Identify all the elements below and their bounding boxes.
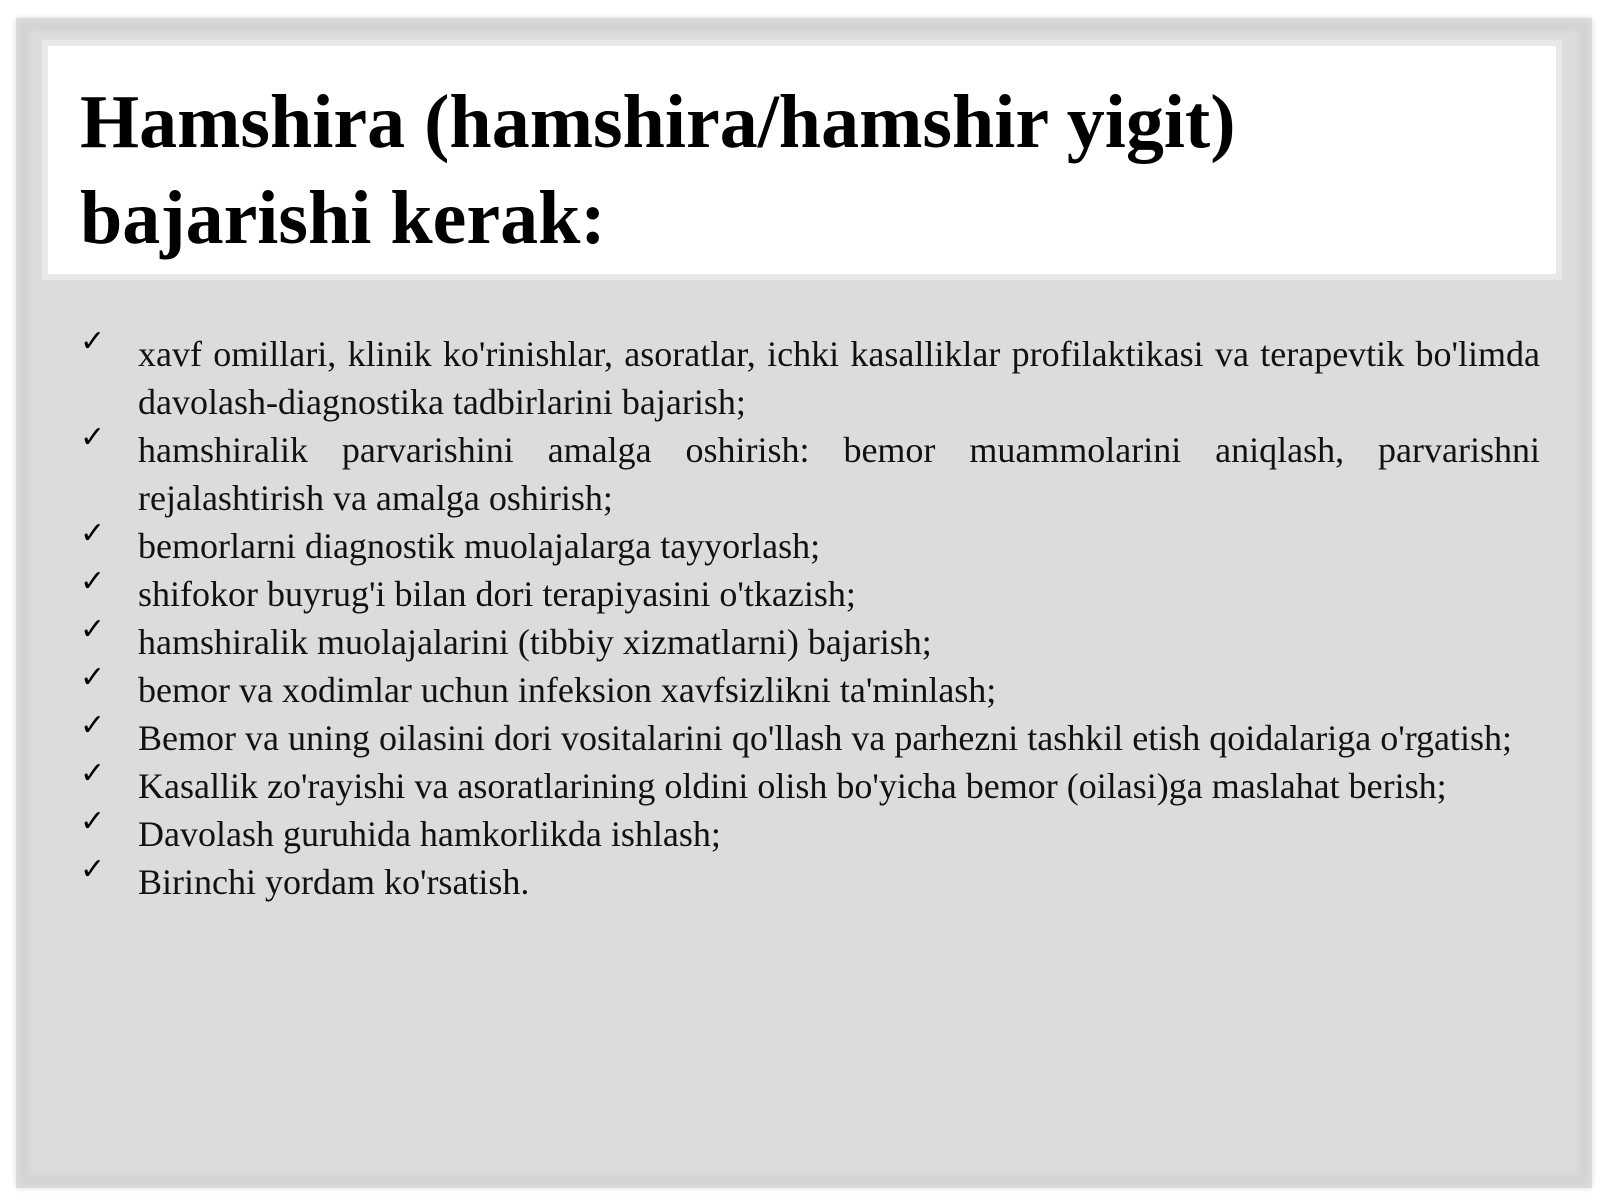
list-item-text: xavf omillari, klinik ko'rinishlar, asoratlar, ichki kasalliklar profilaktikasi va terapevtik bo'limda davolash-diagnostika tadbirlarini bajarish;: [138, 334, 1540, 422]
slide: [16, 18, 1592, 1188]
list-item-text: Davolash guruhida hamkorlikda ishlash;: [138, 814, 721, 854]
list-item: [80, 516, 1540, 570]
list-item: [80, 420, 1540, 522]
checkmark-icon: ✓: [80, 516, 106, 551]
list-item: [80, 756, 1540, 810]
title-box: [48, 46, 1556, 274]
list-item: [80, 612, 1540, 666]
checkmark-icon: ✓: [80, 804, 106, 839]
list-item: [80, 660, 1540, 714]
list-item-text: Kasallik zo'rayishi va asoratlarining oldini olish bo'yicha bemor (oilasi)ga maslahat berish;: [138, 766, 1447, 806]
slide-title: Hamshira (hamshira/hamshir yigit) bajarishi kerak:: [80, 80, 1236, 260]
list-item: [80, 804, 1540, 858]
checkmark-icon: ✓: [80, 660, 106, 695]
list-item: [80, 708, 1540, 762]
checkmark-icon: ✓: [80, 564, 106, 599]
list-item-text: hamshiralik muolajalarini (tibbiy xizmatlarni) bajarish;: [138, 622, 932, 662]
list-item-text: Bemor va uning oilasini dori vositalarini qo'llash va parhezni tashkil etish qoidalariga o'rgatish;: [138, 718, 1513, 758]
list-item: [80, 852, 1540, 906]
checkmark-icon: ✓: [80, 612, 106, 647]
list-item-text: hamshiralik parvarishini amalga oshirish: bemor muammolarini aniqlash, parvarishni rejalashtirish va amalga oshirish;: [138, 430, 1540, 518]
checkmark-icon: ✓: [80, 708, 106, 743]
checkmark-icon: ✓: [80, 756, 106, 791]
checkmark-icon: ✓: [80, 324, 106, 359]
list-item-text: bemorlarni diagnostik muolajalarga tayyorlash;: [138, 526, 821, 566]
checkmark-icon: ✓: [80, 852, 106, 887]
list-item-text: Birinchi yordam ko'rsatish.: [138, 862, 530, 902]
list-item: [80, 564, 1540, 618]
list-item: [80, 324, 1540, 426]
checkmark-icon: ✓: [80, 420, 106, 455]
bullet-list: [80, 324, 1540, 906]
list-item-text: bemor va xodimlar uchun infeksion xavfsizlikni ta'minlash;: [138, 670, 997, 710]
list-item-text: shifokor buyrug'i bilan dori terapiyasini o'tkazish;: [138, 574, 856, 614]
